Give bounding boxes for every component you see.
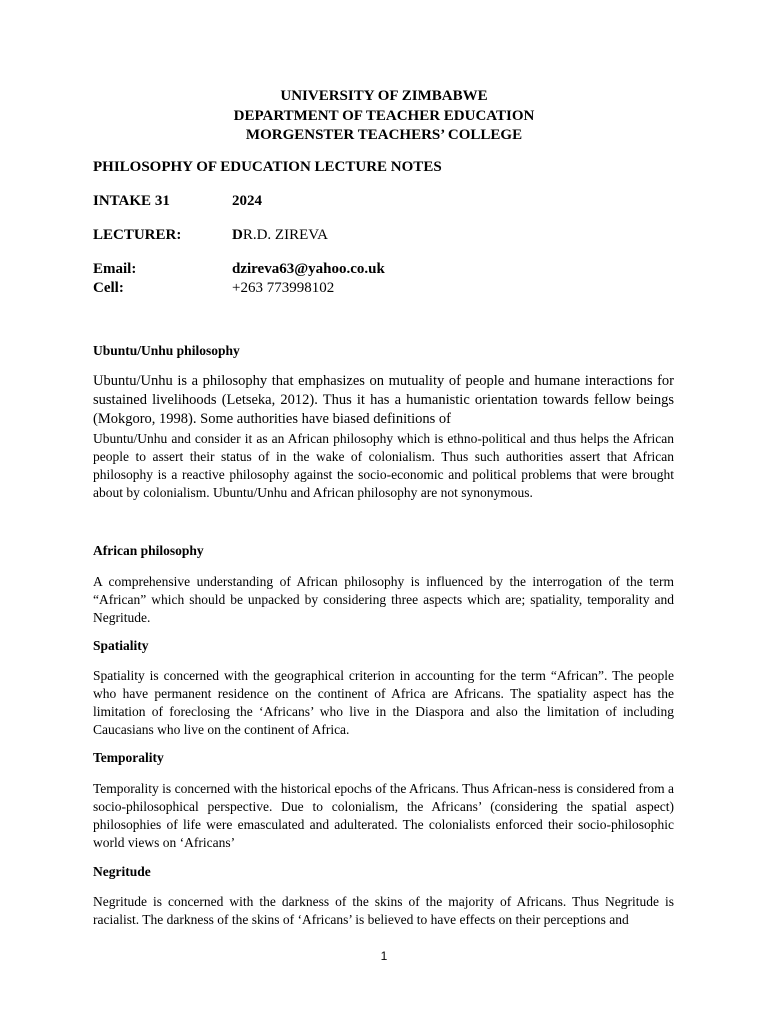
department-name: DEPARTMENT OF TEACHER EDUCATION [233, 107, 535, 124]
spatiality-heading: Spatiality [93, 638, 149, 653]
document-title: PHILOSOPHY OF EDUCATION LECTURE NOTES [93, 159, 442, 175]
temporality-heading: Temporality [93, 750, 164, 765]
ubuntu-heading: Ubuntu/Unhu philosophy [93, 343, 240, 358]
spatiality-paragraph: Spatiality is concerned with the geographical criterion in accounting for the term “African”. The people who have permanent residence on the continent of Africa are Africans. The spatiality aspect has the limitation of foreclosing the ‘Africans’ who live in the Diaspora and also the limitation of including Caucasians who live on the continent of Africa. [93, 668, 674, 737]
cell-label: Cell: [93, 280, 124, 296]
african-philosophy-heading: African philosophy [93, 543, 204, 558]
institution-header [0, 87, 768, 146]
ubuntu-paragraph-part1: Ubuntu/Unhu is a philosophy that emphasizes on mutuality of people and humane interactions for sustained livelihoods (Letseka, 2012). Thus it has a humanistic orientation towards fellow beings (Mokgoro, 1998). Some authorities have biased definitions of [93, 373, 674, 427]
intake-value: 2024 [232, 193, 262, 209]
negritude-heading: Negritude [93, 864, 151, 879]
intake-label: INTAKE 31 [93, 193, 170, 209]
african-philosophy-paragraph: A comprehensive understanding of African philosophy is influenced by the interrogation of the term “African” which should be unpacked by considering three aspects which are; spatiality, temporality and Negritude. [93, 574, 674, 625]
ubuntu-paragraph-part2: Ubuntu/Unhu and consider it as an African philosophy which is ethno-political and thus helps the African people to assert their status of in the wake of colonialism. Thus such authorities assert that African philosophy is a reactive philosophy against the socio-economic and political problems that were brought about by colonialism. Ubuntu/Unhu and African philosophy are not synonymous. [93, 431, 674, 500]
lecturer-name: R.D. ZIREVA [242, 227, 328, 243]
lecturer-row [93, 227, 328, 244]
lecturer-value [232, 227, 328, 244]
email-row [93, 261, 385, 278]
email-label: Email: [93, 261, 137, 277]
college-name: MORGENSTER TEACHERS’ COLLEGE [245, 127, 523, 143]
university-name: UNIVERSITY OF ZIMBABWE [280, 88, 488, 104]
lecturer-initial: D [232, 227, 243, 243]
email-value[interactable]: dzireva63@yahoo.co.uk [232, 261, 385, 277]
cell-value: +263 773998102 [232, 280, 335, 296]
negritude-paragraph: Negritude is concerned with the darkness of the skins of the majority of Africans. Thus Negritude is racialist. The darkness of the skins of ‘Africans’ is believed to have effects on their perceptions and [93, 894, 674, 927]
lecturer-label: LECTURER: [93, 227, 182, 243]
temporality-paragraph: Temporality is concerned with the historical epochs of the Africans. Thus African-ness is considered from a socio-philosophical perspective. Due to colonialism, the Africans’ (considering the spatial aspect) philosophies of life were emasculated and adulterated. The colonialists enforced their socio-philosophic world views on ‘Africans’ [93, 781, 674, 850]
page-number: 1 [380, 949, 388, 963]
cell-row [93, 280, 334, 297]
intake-row [93, 193, 262, 210]
